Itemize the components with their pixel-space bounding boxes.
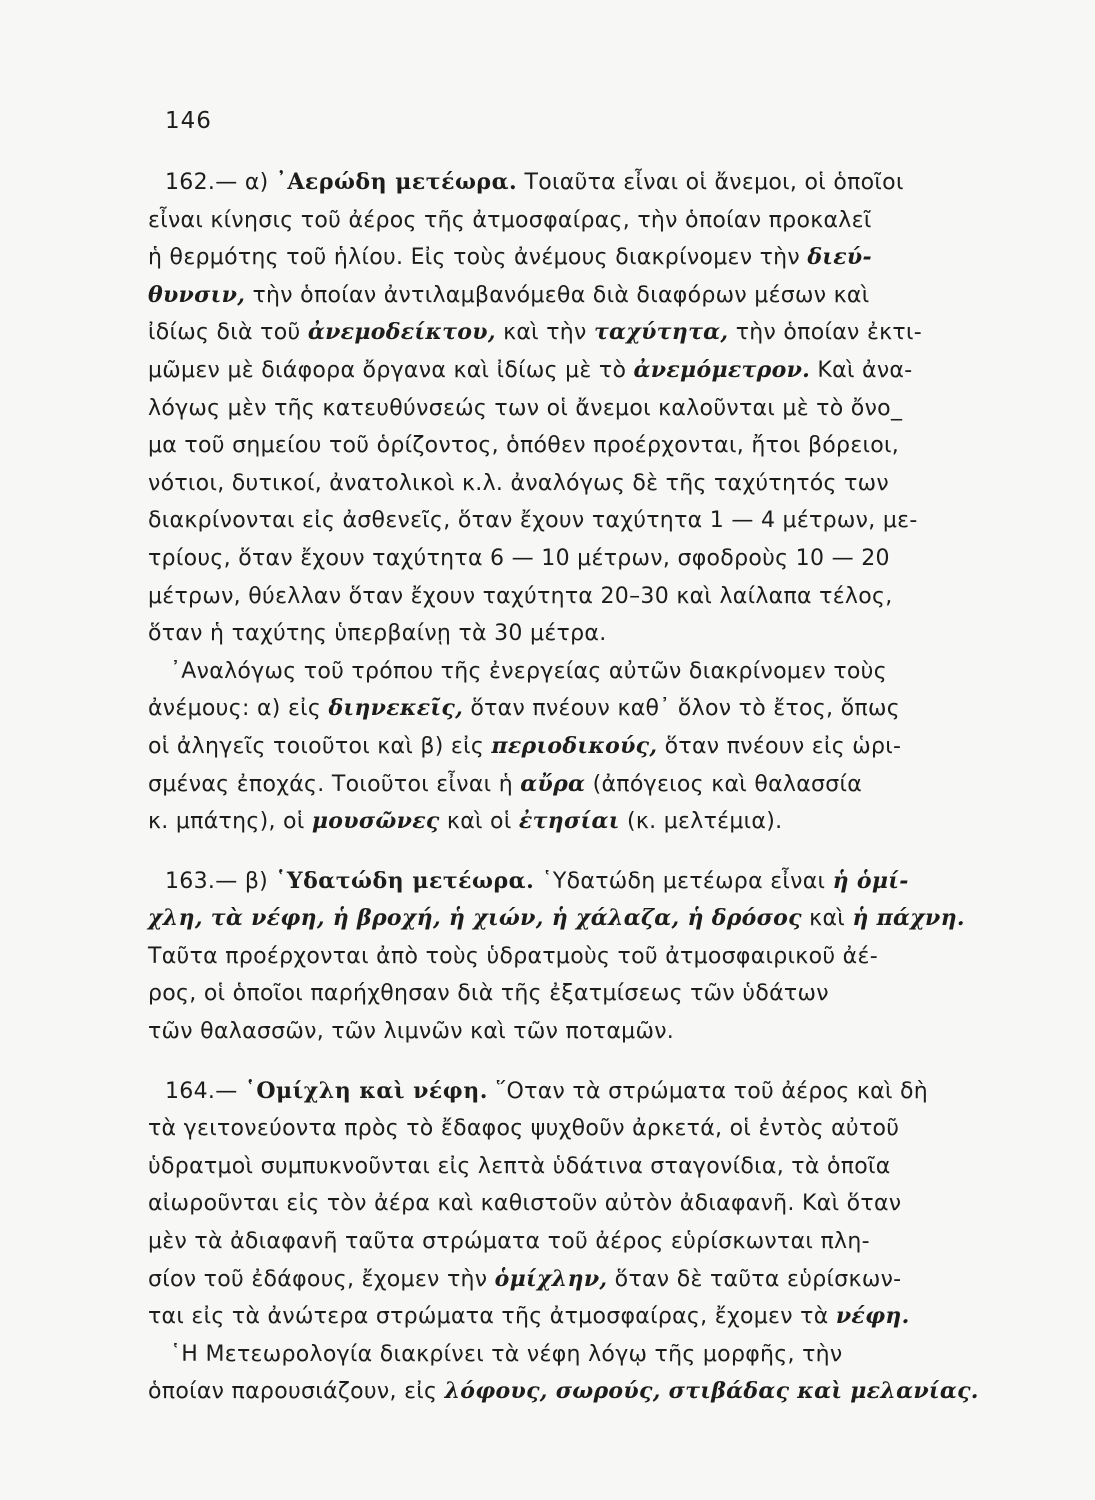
text-run: Τοιαῦτα εἶναι οἱ ἄνεμοι, οἱ ὁποῖοι — [517, 170, 904, 195]
text-run: ὅταν πνέουν καθ᾿ ὅλον τὸ ἔτος, ὅπως — [463, 696, 900, 722]
text-run: ὅταν ἡ ταχύτης ὑπερβαίνῃ τὰ 30 μέτρα. — [148, 621, 607, 647]
text-line — [148, 277, 1045, 315]
text-line — [148, 1185, 1045, 1223]
text-run: λόγως μὲν τῆς κατευθύνσεώς των οἱ ἄνεμοι καλοῦνται μὲ τὸ ὄνο_ — [148, 395, 903, 421]
text-line — [148, 975, 1045, 1013]
emphasized-term: περιοδικούς, — [491, 732, 658, 759]
text-run: τῶν θαλασσῶν, τῶν λιμνῶν καὶ τῶν ποταμῶν. — [148, 1019, 675, 1045]
text-run: ῾Υδατώδη μετέωρα εἶναι — [534, 868, 833, 894]
text-run: ὑδρατμοὶ συμπυκνοῦνται εἰς λεπτὰ ὑδάτινα σταγονίδια, τὰ ὁποῖα — [148, 1153, 891, 1179]
text-line — [148, 803, 1045, 841]
text-line — [148, 1336, 1045, 1374]
emphasized-term: ἀνεμόμετρον. — [633, 356, 811, 383]
text-run: ἀνέμους: α) εἰς — [148, 696, 329, 722]
emphasized-term: ἡ πάχνη. — [852, 905, 965, 932]
text-line — [148, 1073, 1045, 1111]
section-heading: ῾Ομίχλη καὶ νέφη. — [244, 1077, 488, 1104]
text-line — [148, 863, 1045, 901]
text-run: ται εἰς τὰ ἀνώτερα στρώματα τῆς ἀτμοσφαίρας, ἔχομεν τὰ — [148, 1304, 836, 1330]
text-run: εἶναι κίνησις τοῦ ἀέρος τῆς ἀτμοσφαίρας, τὴν ὁποίαν προκαλεῖ — [148, 207, 872, 233]
text-run: σίον τοῦ ἐδάφους, ἔχομεν τὴν — [148, 1266, 495, 1292]
text-run: ἡ θερμότης τοῦ ἡλίου. Εἰς τοὺς ἀνέμους διακρίνομεν τὴν — [148, 245, 808, 271]
text-run: ὁποίαν παρουσιάζουν, εἰς — [148, 1379, 445, 1405]
text-run: ρος, οἱ ὁποῖοι παρήχθησαν διὰ τῆς ἐξατμίσεως τῶν ὑδάτων — [148, 981, 829, 1007]
text-line — [148, 615, 1045, 653]
text-run: καὶ τὴν — [495, 320, 594, 346]
emphasized-term: διηνεκεῖς, — [328, 695, 464, 722]
text-line — [148, 202, 1045, 240]
text-line — [148, 239, 1045, 277]
text-line — [148, 465, 1045, 503]
text-line — [148, 1261, 1045, 1299]
text-run: ὅταν δὲ ταῦτα εὑρίσκων- — [607, 1266, 902, 1292]
text-run: νότιοι, δυτικοί, ἀνατολικοὶ κ.λ. ἀναλόγως δὲ τῆς ταχύτητός των — [148, 470, 889, 496]
emphasized-term: ὁμίχλην, — [494, 1265, 608, 1292]
text-run: ἰδίως διὰ τοῦ — [148, 320, 308, 346]
text-line — [148, 1223, 1045, 1261]
text-run: τὰ γειτονεύοντα πρὸς τὸ ἔδαφος ψυχθοῦν ἀρκετά, οἱ ἐντὸς αὐτοῦ — [148, 1116, 900, 1142]
text-line — [148, 540, 1045, 578]
text-line — [148, 690, 1045, 728]
text-run: Καὶ ἀνα- — [810, 357, 913, 383]
text-line — [148, 352, 1045, 390]
text-line — [148, 427, 1045, 465]
text-run: ὅταν πνέουν εἰς ὡρι- — [657, 733, 902, 759]
text-run: τρίους, ὅταν ἔχουν ταχύτητα 6 — 10 μέτρων, σφοδροὺς 10 — 20 — [148, 545, 890, 571]
emphasized-term: ταχύτητα, — [593, 319, 729, 346]
text-line — [148, 1110, 1045, 1148]
emphasized-term: θυνσιν, — [148, 281, 246, 308]
section-163 — [148, 863, 1045, 1051]
emphasized-term: ἡ ὁμί- — [832, 867, 909, 894]
text-run: ῾Η Μετεωρολογία διακρίνει τὰ νέφη λόγῳ τῆς μορφῆς, τὴν — [170, 1341, 843, 1367]
text-line — [148, 390, 1045, 428]
text-line — [148, 502, 1045, 540]
text-run: μὲν τὰ ἀδιαφανῆ ταῦτα στρώματα τοῦ ἀέρος εὑρίσκωνται πλη- — [148, 1229, 870, 1255]
text-line — [148, 1298, 1045, 1336]
emphasized-term: χλη, τὰ νέφη, ἡ βροχή, ἡ χιών, ἡ χάλαζα, ἡ δρόσος — [148, 905, 802, 932]
text-line — [148, 164, 1045, 202]
emphasized-term: ἐτησίαι — [518, 808, 620, 835]
emphasized-term: ἀνεμοδείκτου, — [307, 319, 496, 346]
page-number: 146 — [165, 108, 212, 134]
emphasized-term: μουσῶνες — [311, 808, 440, 835]
text-line — [148, 1373, 1045, 1411]
text-line — [148, 578, 1045, 616]
emphasized-term: νέφη. — [835, 1303, 910, 1330]
text-run: μέτρων, θύελλαν ὅταν ἔχουν ταχύτητα 20–30 καὶ λαίλαπα τέλος, — [148, 583, 893, 609]
text-line — [148, 1148, 1045, 1186]
text-run: 162.— α) — [165, 170, 276, 195]
text-run: ῞Οταν τὰ στρώματα τοῦ ἀέρος καὶ δὴ — [487, 1078, 929, 1104]
text-line — [148, 900, 1045, 938]
text-line — [148, 938, 1045, 976]
text-line — [148, 653, 1045, 691]
section-162 — [148, 164, 1045, 841]
emphasized-term: λόφους, σωρούς, στιβάδας καὶ μελανίας. — [444, 1378, 979, 1405]
text-run: τὴν ὁποίαν ἀντιλαμβανόμεθα διὰ διαφόρων μέσων καὶ — [245, 282, 870, 308]
text-line — [148, 766, 1045, 804]
text-run: οἱ ἀληγεῖς τοιοῦτοι καὶ β) εἰς — [148, 733, 492, 759]
text-run: (ἀπόγειος καὶ θαλασσία — [585, 771, 863, 797]
text-line — [148, 1013, 1045, 1051]
emphasized-term: αὔρα — [520, 770, 586, 797]
text-run: Ταῦτα προέρχονται ἀπὸ τοὺς ὑδρατμοὺς τοῦ ἀτμοσφαιρικοῦ ἀέ- — [148, 943, 878, 969]
section-heading: ᾿Αερώδη μετέωρα. — [275, 169, 518, 195]
text-run: τὴν ὁποίαν ἐκτι- — [728, 320, 922, 346]
text-run: κ. μπάτης), οἱ — [148, 809, 312, 835]
text-line — [148, 728, 1045, 766]
body-text — [148, 164, 1045, 1411]
text-run: σμένας ἐποχάς. Τοιοῦτοι εἶναι ἡ — [148, 771, 521, 797]
text-run: αἰωροῦνται εἰς τὸν ἀέρα καὶ καθιστοῦν αὐτὸν ἀδιαφανῆ. Καὶ ὅταν — [148, 1191, 902, 1217]
text-run: 164.— — [165, 1078, 245, 1104]
text-run: 163.— β) — [165, 868, 276, 894]
text-run: μῶμεν μὲ διάφορα ὄργανα καὶ ἰδίως μὲ τὸ — [148, 357, 634, 383]
section-heading: ῾Υδατώδη μετέωρα. — [275, 867, 535, 894]
text-run: καὶ — [801, 906, 853, 932]
text-run: καὶ οἱ — [439, 809, 519, 835]
text-line — [148, 314, 1045, 352]
emphasized-term: διεύ- — [807, 244, 872, 271]
text-run: διακρίνονται εἰς ἀσθενεῖς, ὅταν ἔχουν ταχύτητα 1 — 4 μέτρων, με- — [148, 508, 918, 534]
text-run: μα τοῦ σημείου τοῦ ὁρίζοντος, ὁπόθεν προέρχονται, ἤτοι βόρειοι, — [148, 433, 900, 459]
text-run: ᾿Αναλόγως τοῦ τρόπου τῆς ἐνεργείας αὐτῶν διακρίνομεν τοὺς — [170, 658, 887, 684]
text-run: (κ. μελτέμια). — [619, 809, 783, 835]
section-164 — [148, 1073, 1045, 1411]
